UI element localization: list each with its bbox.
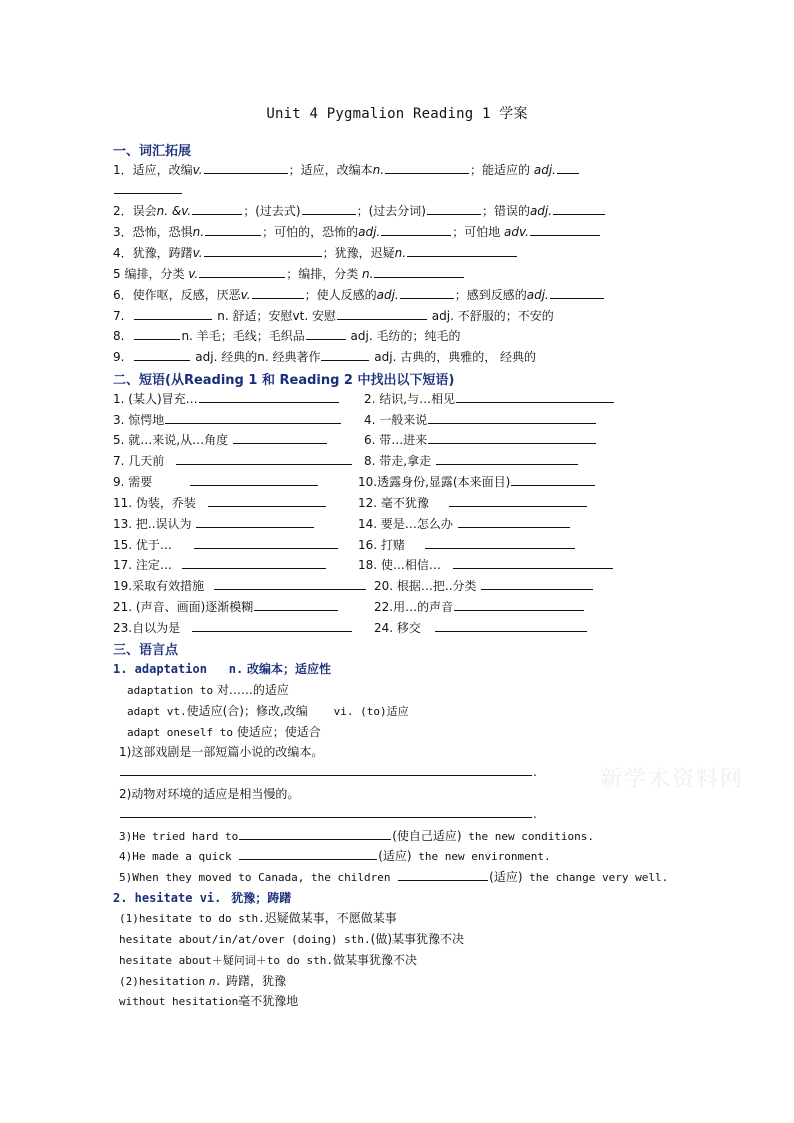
- vocab-line-7: 7. n. 舒适；安慰vt. 安慰 adj. 不舒服的；不安的: [113, 309, 554, 323]
- blank[interactable]: [176, 453, 352, 465]
- blank[interactable]: [557, 162, 579, 174]
- phrase-item: 5. 就…来说,从…角度: [113, 432, 328, 448]
- phrase-item: 16. 打赌: [358, 537, 576, 553]
- vocab-line-3: 3．恐怖，恐惧n. ；可怕的，恐怖的adj. ；可怕地 adv.: [113, 224, 601, 240]
- point-2-heading: 2. hesitate vi. 犹豫；踌躇: [113, 891, 292, 905]
- phrase-item: 17. 注定…: [113, 557, 327, 573]
- answer-blank[interactable]: [120, 806, 532, 818]
- phrase-item: 6. 带…进来: [364, 432, 597, 448]
- blank[interactable]: [400, 287, 454, 299]
- blank[interactable]: [165, 412, 341, 424]
- blank[interactable]: [134, 328, 180, 340]
- blank[interactable]: [204, 162, 288, 174]
- phrase-item: 9. 需要: [113, 474, 319, 490]
- point-2-line-5: without hesitation毫不犹豫地: [119, 994, 299, 1008]
- blank[interactable]: [254, 599, 338, 611]
- exercise-4: 4)He made a quick (适应) the new environment.: [119, 849, 551, 863]
- phrase-item: 13. 把..误认为: [113, 516, 315, 532]
- phrase-item: 11. 伪装，乔装: [113, 495, 327, 511]
- blank[interactable]: [205, 224, 261, 236]
- phrase-item: 10.透露身份,显露(本来面目): [358, 474, 596, 490]
- blank[interactable]: [385, 162, 469, 174]
- blank[interactable]: [381, 224, 451, 236]
- vocab-line-1-cont: [113, 182, 183, 198]
- vocab-line-4: 4．犹豫，踌躇v. ；犹豫，迟疑n.: [113, 245, 518, 261]
- phrase-item: 4. 一般来说: [364, 412, 597, 428]
- blank[interactable]: [114, 182, 182, 194]
- page-title: Unit 4 Pygmalion Reading 1 学案: [266, 106, 528, 122]
- blank[interactable]: [182, 557, 326, 569]
- blank[interactable]: [233, 432, 327, 444]
- phrase-item: 22.用…的声音: [374, 599, 585, 615]
- blank[interactable]: [337, 308, 427, 320]
- blank[interactable]: [435, 620, 587, 632]
- phrase-item: 2. 结识,与…相见: [364, 391, 615, 407]
- blank[interactable]: [374, 266, 464, 278]
- blank[interactable]: [449, 495, 587, 507]
- blank[interactable]: [306, 328, 346, 340]
- blank[interactable]: [192, 203, 242, 215]
- blank[interactable]: [456, 391, 614, 403]
- blank[interactable]: [458, 516, 570, 528]
- blank[interactable]: [428, 432, 596, 444]
- blank[interactable]: [204, 245, 322, 257]
- point-1-line-1: adaptation to 对……的适应: [127, 683, 289, 697]
- phrase-item: 24. 移交: [374, 620, 588, 636]
- exercise-1-answer-line: .: [119, 764, 537, 780]
- exercise-2-prompt: 2)动物对环境的适应是相当慢的。: [119, 787, 300, 801]
- blank[interactable]: [436, 453, 578, 465]
- blank[interactable]: [425, 537, 575, 549]
- blank[interactable]: [196, 516, 314, 528]
- phrase-item: 7. 几天前: [113, 453, 353, 469]
- blank[interactable]: [252, 287, 304, 299]
- blank[interactable]: [530, 224, 600, 236]
- blank[interactable]: [194, 537, 338, 549]
- blank[interactable]: [550, 287, 604, 299]
- vocab-line-5: 5 编排，分类 v. ；编排，分类 n.: [113, 266, 465, 282]
- blank[interactable]: [239, 848, 377, 860]
- point-1-heading: 1. adaptation n. 改编本；适应性: [113, 662, 332, 676]
- blank[interactable]: [454, 599, 584, 611]
- section-phrases-heading: 二、短语(从Reading 1 和 Reading 2 中找出以下短语): [113, 373, 455, 388]
- point-2-line-3: hesitate about＋疑问词＋to do sth.做某事犹豫不决: [119, 953, 417, 967]
- point-1-line-3: adapt oneself to 使适应；使适合: [127, 725, 321, 739]
- section-vocab-heading: 一、词汇拓展: [113, 144, 192, 159]
- blank[interactable]: [134, 349, 190, 361]
- blank[interactable]: [190, 474, 318, 486]
- phrase-item: 3. 惊愕地: [113, 412, 342, 428]
- blank[interactable]: [553, 203, 605, 215]
- blank[interactable]: [214, 578, 366, 590]
- blank[interactable]: [428, 412, 596, 424]
- blank[interactable]: [407, 245, 517, 257]
- point-1-line-2: adapt vt.使适应(合)；修改,改编 vi. (to)适应: [127, 704, 409, 718]
- point-2-line-1: (1)hesitate to do sth.迟疑做某事，不愿做某事: [119, 911, 397, 925]
- point-2-line-2: hesitate about/in/at/over (doing) sth.(做)某事犹豫不决: [119, 932, 465, 946]
- exercise-3: 3)He tried hard to (使自己适应) the new conditions.: [119, 829, 595, 843]
- vocab-line-8: 8. n. 羊毛；毛线；毛织品 adj. 毛纺的；纯毛的: [113, 329, 461, 343]
- blank[interactable]: [192, 620, 352, 632]
- blank[interactable]: [511, 474, 595, 486]
- blank[interactable]: [321, 349, 369, 361]
- phrase-item: 18. 使…相信…: [358, 557, 614, 573]
- phrase-item: 1. (某人)冒充…: [113, 391, 340, 407]
- blank[interactable]: [208, 495, 326, 507]
- vocab-line-2: 2．误会n. &v. ；(过去式) ；(过去分词) ；错误的adj.: [113, 203, 606, 219]
- vocab-line-6: 6．使作呕，反感，厌恶v. ；使人反感的adj. ；感到反感的adj.: [113, 287, 605, 303]
- phrase-item: 21. (声音、画面)逐渐模糊: [113, 599, 339, 615]
- answer-blank[interactable]: [120, 764, 532, 776]
- phrase-item: 15. 优于…: [113, 537, 339, 553]
- exercise-2-answer-line: .: [119, 806, 537, 822]
- phrase-item: 8. 带走,拿走: [364, 453, 579, 469]
- exercise-1-prompt: 1)这部戏剧是一部短篇小说的改编本。: [119, 745, 324, 759]
- blank[interactable]: [481, 578, 593, 590]
- blank[interactable]: [134, 308, 212, 320]
- vocab-line-1: 1．适应，改编v. ；适应，改编本n. ；能适应的 adj.: [113, 162, 580, 178]
- phrase-item: 19.采取有效措施: [113, 578, 367, 594]
- blank[interactable]: [427, 203, 481, 215]
- phrase-item: 12. 毫不犹豫: [358, 495, 588, 511]
- vocab-line-9: 9. adj. 经典的n. 经典著作 adj. 古典的，典雅的， 经典的: [113, 350, 537, 364]
- point-2-line-4: (2)hesitation n. 踌躇，犹豫: [119, 974, 287, 988]
- phrase-item: 14. 要是…怎么办: [358, 516, 571, 532]
- blank[interactable]: [453, 557, 613, 569]
- phrase-item: 20. 根据…把..分类: [374, 578, 594, 594]
- section-points-heading: 三、语言点: [113, 643, 179, 658]
- exercise-5: 5)When they moved to Canada, the children (适应) the change very well.: [119, 870, 669, 884]
- blank[interactable]: [239, 828, 391, 840]
- blank[interactable]: [199, 391, 339, 403]
- blank[interactable]: [199, 266, 285, 278]
- blank[interactable]: [302, 203, 356, 215]
- blank[interactable]: [398, 869, 488, 881]
- phrase-item: 23.自以为是: [113, 620, 353, 636]
- watermark: 新学术资料网: [600, 767, 745, 792]
